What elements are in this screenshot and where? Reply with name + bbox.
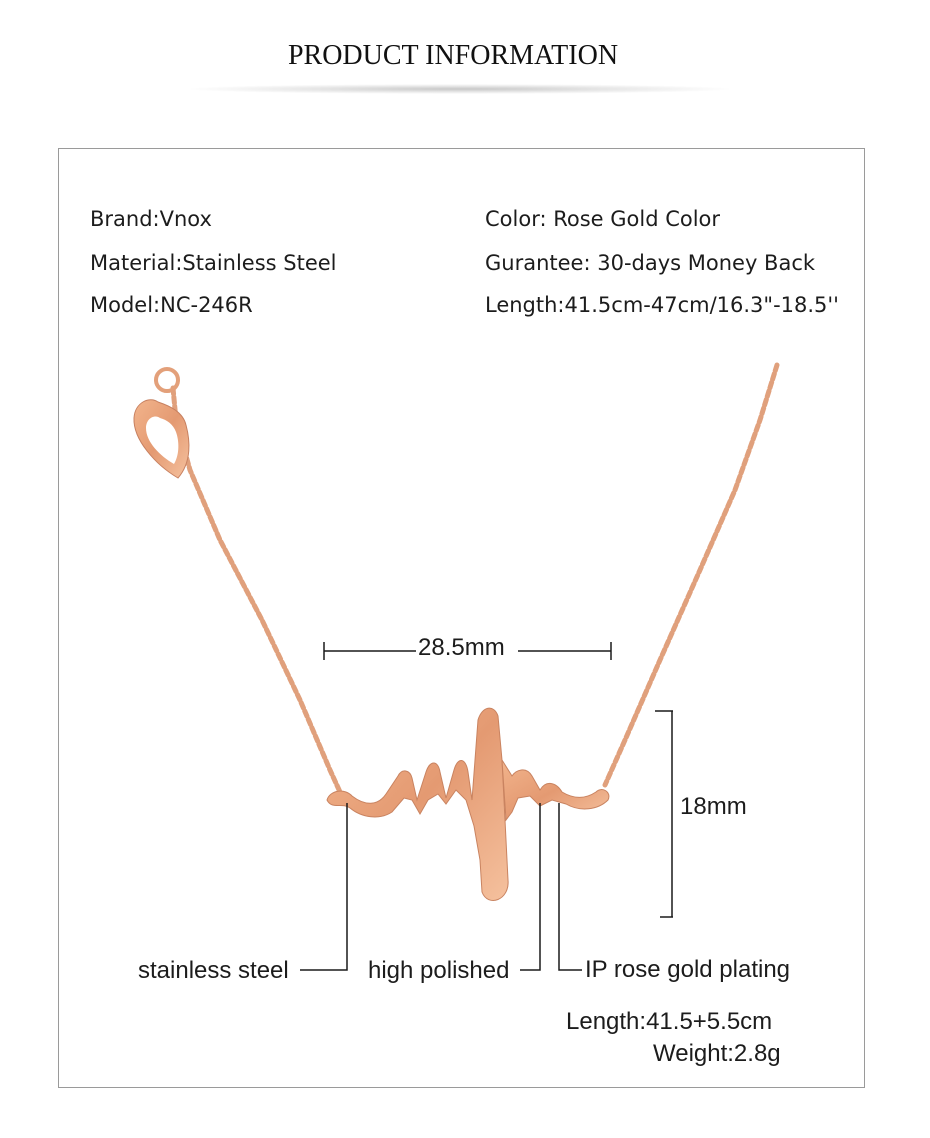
rose-gold-plating-label: IP rose gold plating: [585, 956, 791, 983]
model-spec: Model:NC-246R: [90, 293, 253, 317]
stainless-leader: [300, 803, 347, 970]
width-label: 28.5mm: [418, 634, 505, 661]
right-chain: [605, 365, 777, 785]
high-polished-label: high polished: [368, 957, 510, 984]
material-spec: Material:Stainless Steel: [90, 251, 337, 275]
left-chain: [173, 388, 340, 792]
guarantee-spec: Gurantee: 30-days Money Back: [485, 251, 816, 275]
brand-spec: Brand:Vnox: [90, 207, 212, 231]
polished-leader: [520, 803, 540, 970]
color-spec: Color: Rose Gold Color: [485, 207, 721, 231]
heartbeat-pendant: [327, 708, 508, 900]
callout-leaders: [300, 803, 582, 970]
height-dimension: [655, 711, 673, 917]
length-spec: Length:41.5cm-47cm/16.3"-18.5'': [485, 293, 839, 317]
weight-summary: Weight:2.8g: [653, 1040, 781, 1067]
page-title: PRODUCT INFORMATION: [287, 40, 619, 71]
plating-leader: [559, 803, 582, 970]
heart-charm: [134, 400, 189, 478]
jump-ring: [156, 369, 178, 391]
height-label: 18mm: [680, 793, 747, 820]
length-summary: Length:41.5+5.5cm: [566, 1008, 773, 1035]
stainless-steel-label: stainless steel: [138, 957, 289, 984]
